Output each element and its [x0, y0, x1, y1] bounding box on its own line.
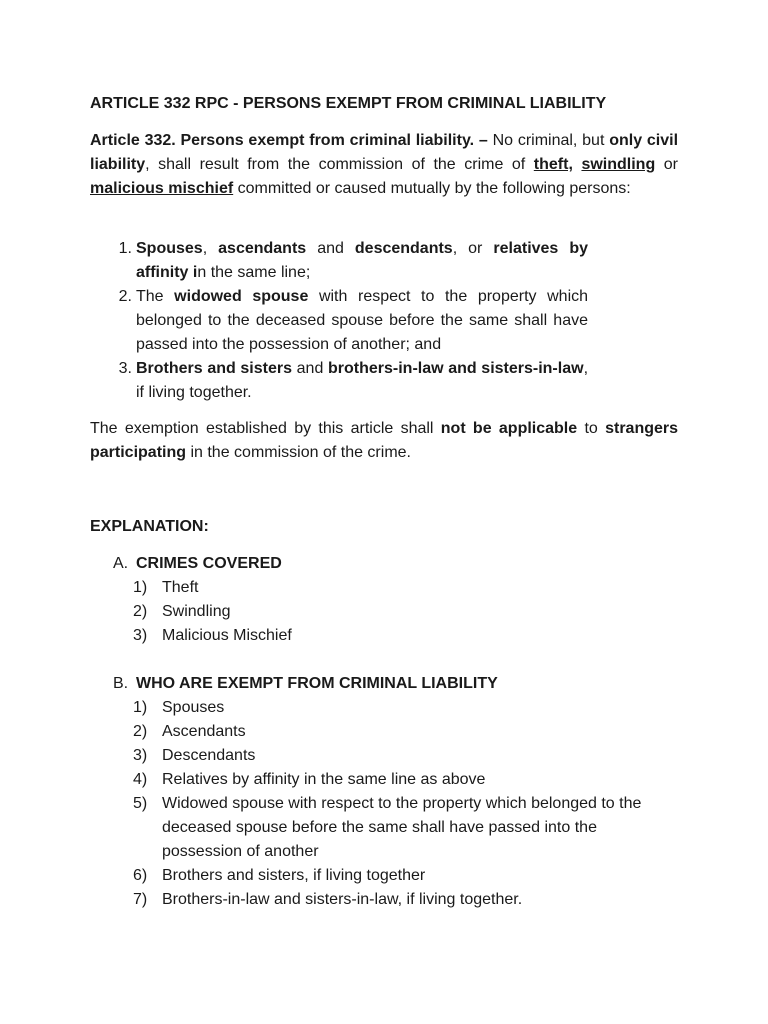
- list-number: 1): [133, 579, 148, 596]
- explanation-heading: EXPLANATION:: [90, 518, 209, 535]
- list-number: 2.: [118, 288, 132, 305]
- list-item: [133, 744, 678, 768]
- underlined-malicious-mischief: malicious mischief: [90, 180, 234, 197]
- text-span: The exemption established by this article shall: [90, 420, 441, 437]
- list-number: 3): [133, 627, 148, 644]
- list-text: Widowed spouse with respect to the property which belonged to the deceased spouse before the same shall have passed into the possession of another: [162, 795, 642, 860]
- bold-only-civil-liability: only civil liability: [90, 132, 679, 173]
- list-number: 6): [133, 867, 148, 884]
- exempt-persons-list: [133, 696, 678, 912]
- bold-term: widowed spouse: [174, 288, 309, 305]
- bold-term: Spouses: [136, 240, 203, 257]
- section-letter: B.: [113, 675, 129, 692]
- list-number: 3.: [118, 360, 132, 377]
- list-number: 2): [133, 723, 148, 740]
- list-item: [133, 624, 678, 648]
- bold-not-applicable: not be applicable: [440, 420, 578, 437]
- list-item: [133, 768, 678, 792]
- list-text: Malicious Mischief: [162, 627, 292, 644]
- section-title: WHO ARE EXEMPT FROM CRIMINAL LIABILITY: [136, 675, 498, 692]
- list-item: [133, 600, 678, 624]
- list-text: Theft: [162, 579, 199, 596]
- crimes-covered-list: [133, 576, 678, 648]
- list-text: Brothers and sisters, if living together: [162, 867, 426, 884]
- text-span: committed or caused mutually by the following persons:: [233, 180, 631, 197]
- text-span: n the same line;: [197, 264, 311, 281]
- list-text: Descendants: [162, 747, 256, 764]
- article-paragraph: [90, 129, 678, 201]
- text-span: or: [655, 156, 679, 173]
- bold-strangers-participating: strangers participating: [90, 420, 679, 461]
- bold-term: relatives by affinity i: [136, 240, 589, 281]
- underlined-swindling: swindling: [581, 156, 656, 173]
- list-number: 2): [133, 603, 148, 620]
- text-span: The: [136, 288, 175, 305]
- persons-list: [90, 237, 588, 405]
- list-number: 5): [133, 795, 148, 812]
- section-letter: A.: [113, 555, 129, 572]
- list-item: [133, 720, 678, 744]
- text-span: , or: [452, 240, 494, 257]
- text-span: to: [577, 420, 606, 437]
- list-number: 7): [133, 891, 148, 908]
- bold-term: descendants: [354, 240, 453, 257]
- text-span: with respect to the property which belonged to the deceased spouse before the same shall have passed into the possession of another; and: [136, 288, 589, 353]
- bold-term: brothers-in-law and sisters-in-law: [328, 360, 584, 377]
- document-title: ARTICLE 332 RPC - PERSONS EXEMPT FROM CRIMINAL LIABILITY: [90, 95, 607, 112]
- text-span: , if living together.: [136, 360, 589, 401]
- text-span: , shall result from the commission of the crime of: [145, 156, 534, 173]
- text-span: ,: [202, 240, 219, 257]
- exemption-paragraph: [90, 417, 678, 465]
- text-span: No criminal, but: [487, 132, 610, 149]
- list-text: Brothers-in-law and sisters-in-law, if living together.: [162, 891, 523, 908]
- list-item: [133, 696, 678, 720]
- list-item: [90, 357, 588, 405]
- list-text: Spouses: [162, 699, 225, 716]
- bold-term: ascendants: [218, 240, 307, 257]
- text-span: in the commission of the crime.: [186, 444, 411, 461]
- underlined-theft: theft,: [533, 156, 573, 173]
- list-number: 3): [133, 747, 148, 764]
- bold-term: Brothers and sisters: [136, 360, 293, 377]
- list-text: Swindling: [162, 603, 231, 620]
- article-heading: Article 332. Persons exempt from criminal liability. –: [90, 132, 488, 149]
- list-number: 1.: [118, 240, 132, 257]
- list-item: [90, 285, 588, 357]
- text-span: and: [306, 240, 355, 257]
- text-span: and: [292, 360, 328, 377]
- list-item: [133, 888, 678, 912]
- list-item: [133, 792, 678, 864]
- list-item: [133, 864, 678, 888]
- list-text: Relatives by affinity in the same line as above: [162, 771, 486, 788]
- list-text: Ascendants: [162, 723, 246, 740]
- list-number: 1): [133, 699, 148, 716]
- section-title: CRIMES COVERED: [136, 555, 282, 572]
- list-item: [133, 576, 678, 600]
- list-number: 4): [133, 771, 148, 788]
- list-item: [90, 237, 588, 285]
